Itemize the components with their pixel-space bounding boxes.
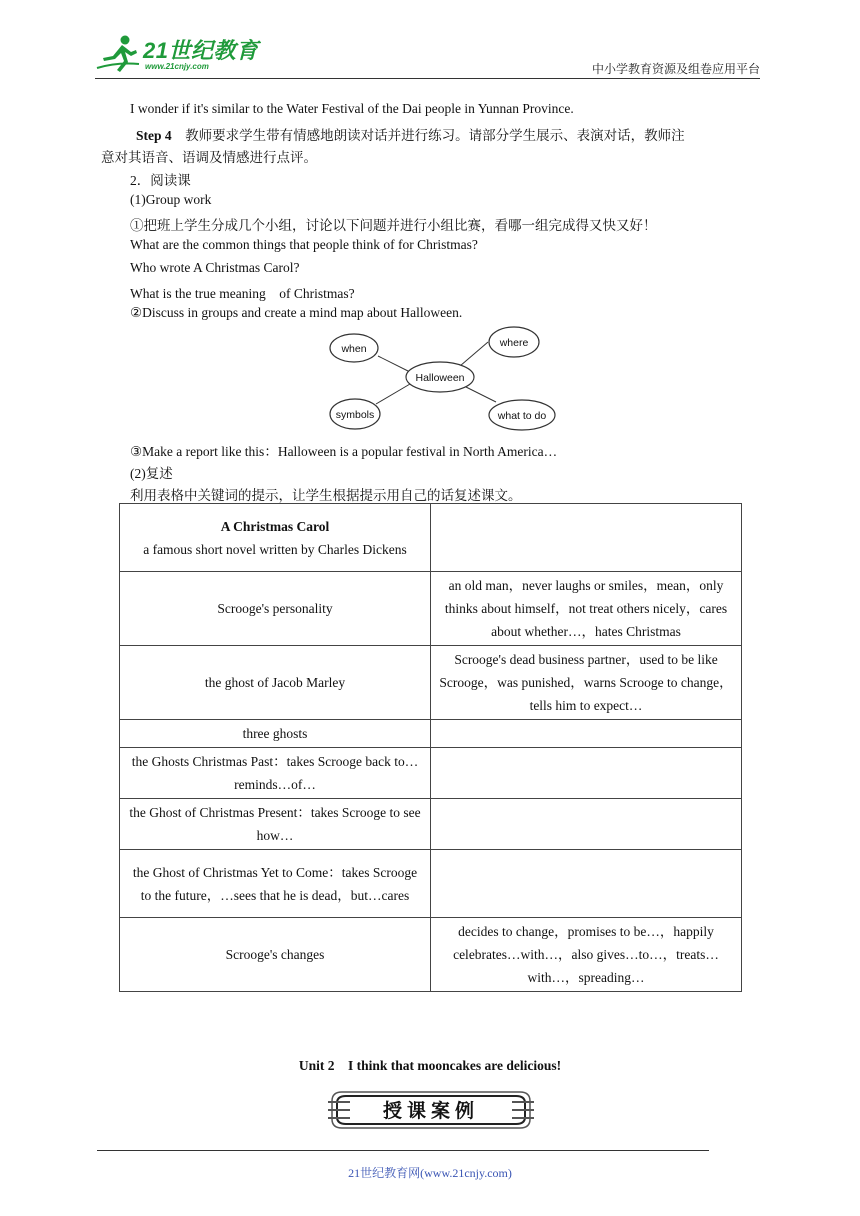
step4-text: 教师要求学生带有情感地朗读对话并进行练习。请部分学生展示、表演对话，教师注 — [171, 128, 685, 143]
retell-heading: (2)复述 — [130, 466, 173, 481]
table-subtitle: a famous short novel written by Charles Dickens — [143, 541, 407, 557]
page-header — [95, 30, 760, 80]
table-row — [120, 799, 742, 850]
table-row — [120, 720, 742, 748]
table-cell: an old man，never laughs or smiles，mean，only thinks about himself，not treat others nicely，cares about whether…，hates Christmas — [431, 572, 742, 646]
item-one: ①把班上学生分成几个小组，讨论以下问题并进行小组比赛，看哪一组完成得又快又好！ — [130, 218, 657, 233]
table-row — [120, 850, 742, 918]
footer-divider — [97, 1150, 709, 1151]
footer-link[interactable]: 21世纪教育网(www.21cnjy.com) — [348, 1166, 512, 1180]
table-cell — [431, 799, 742, 850]
runner-icon — [95, 34, 141, 74]
table-row — [120, 918, 742, 992]
question-one: What are the common things that people think of for Christmas? — [130, 237, 478, 252]
table-cell — [431, 850, 742, 918]
lesson-case-banner — [328, 1087, 534, 1133]
table-cell: three ghosts — [120, 720, 431, 748]
question-two: Who wrote A Christmas Carol? — [130, 260, 300, 275]
header-divider — [95, 78, 760, 79]
table-cell: decides to change，promises to be…，happily celebrates…with…，also gives…to…，treats…with…，spreading… — [431, 918, 742, 992]
node-label: symbols — [335, 409, 375, 421]
table-cell — [431, 748, 742, 799]
text-line: I wonder if it's similar to the Water Festival of the Dai people in Yunnan Province. — [130, 101, 574, 116]
table-row — [120, 646, 742, 720]
center-label: Halloween — [415, 372, 465, 384]
table-cell: the ghost of Jacob Marley — [120, 646, 431, 720]
keywords-table — [119, 503, 742, 992]
platform-name: 中小学教育资源及组卷应用平台 — [591, 62, 760, 76]
logo-text: 21世纪教育 — [143, 38, 259, 63]
table-row — [120, 748, 742, 799]
table-cell: the Ghost of Christmas Yet to Come：takes Scrooge to the future，…sees that he is dead，but…cares — [120, 850, 431, 918]
halloween-mind-map — [328, 322, 560, 434]
table-cell: the Ghost of Christmas Present：takes Scrooge to see how… — [120, 799, 431, 850]
table-cell: Scrooge's dead business partner，used to be like Scrooge，was punished，warns Scrooge to change，tells him to expect… — [431, 646, 742, 720]
table-row — [120, 504, 742, 572]
table-cell — [431, 720, 742, 748]
table-cell: Scrooge's personality — [120, 572, 431, 646]
node-label: where — [499, 337, 529, 349]
item-three: ③Make a report like this：Halloween is a popular festival in North America… — [130, 444, 558, 459]
table-cell — [431, 504, 742, 572]
item-two: ②Discuss in groups and create a mind map about Halloween. — [130, 305, 463, 320]
table-cell: the Ghosts Christmas Past：takes Scrooge back to…reminds…of… — [120, 748, 431, 799]
table-row — [120, 572, 742, 646]
site-logo — [95, 34, 265, 76]
retell-description: 利用表格中关键词的提示，让学生根据提示用自己的话复述课文。 — [130, 488, 522, 503]
section-reading: 2．阅读课 — [130, 173, 191, 188]
table-cell — [120, 504, 431, 572]
table-cell: Scrooge's changes — [120, 918, 431, 992]
step4-label: Step 4 — [136, 128, 172, 143]
node-label: what to do — [497, 410, 547, 422]
group-work-heading: (1)Group work — [130, 192, 212, 207]
question-three: What is the true meaning of Christmas? — [130, 286, 355, 301]
unit-title: Unit 2 I think that mooncakes are delicious! — [298, 1058, 562, 1073]
step4-line — [136, 124, 685, 144]
banner-label: 授课案例 — [382, 1100, 480, 1122]
logo-url: www.21cnjy.com — [145, 62, 209, 71]
step4-continued: 意对其语音、语调及情感进行点评。 — [101, 150, 317, 165]
table-title: A Christmas Carol — [220, 518, 330, 534]
node-label: when — [341, 343, 367, 355]
